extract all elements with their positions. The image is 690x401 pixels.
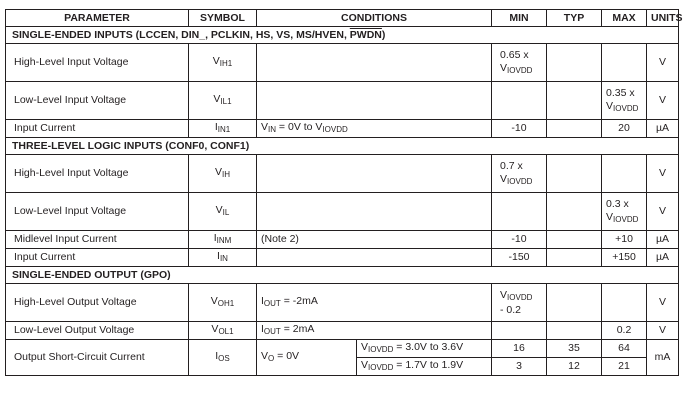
typ-cell	[547, 322, 602, 340]
typ-cell	[547, 249, 602, 267]
min-cell: $V_{IOVDD}$ - 0.2	[492, 284, 547, 322]
max-cell: 21	[602, 358, 647, 376]
typ-cell	[547, 155, 602, 193]
typ-cell: 35	[547, 340, 602, 358]
section-row	[6, 138, 679, 155]
max-cell: +150	[602, 249, 647, 267]
min-cell: 3	[492, 358, 547, 376]
conditions-cell: $V_{IN} = 0V$ to $V_{IOVDD}$	[257, 120, 492, 138]
conditions-cell: $I_{OUT} = 2mA$	[257, 322, 492, 340]
col-header-max: MAX	[602, 10, 647, 27]
section-title-single-ended-output: SINGLE-ENDED OUTPUT (GPO)	[6, 267, 679, 284]
conditions-cell: $V_O = 0V$	[257, 340, 357, 376]
subcondition-cell: $V_{IOVDD} = 1.7V$ to 1.9V	[357, 358, 492, 376]
conditions-cell	[257, 44, 492, 82]
symbol-cell: $V_{OL1}$	[189, 322, 257, 340]
unit-cell: V	[647, 322, 679, 340]
section-title-three-level-inputs: THREE-LEVEL LOGIC INPUTS (CONF0, CONF1)	[6, 138, 679, 155]
typ-cell	[547, 82, 602, 120]
unit-cell: µA	[647, 231, 679, 249]
max-cell: +10	[602, 231, 647, 249]
table-row	[6, 322, 679, 340]
table-row	[6, 340, 679, 358]
symbol-cell: $V_{IL1}$	[189, 82, 257, 120]
min-cell	[492, 82, 547, 120]
table-row	[6, 155, 679, 193]
min-cell: 0.65 x $V_{IOVDD}$	[492, 44, 547, 82]
param-cell: Low-Level Input Voltage	[6, 193, 189, 231]
col-header-units: UNITS	[647, 10, 679, 27]
param-cell: Low-Level Output Voltage	[6, 322, 189, 340]
section-row	[6, 27, 679, 44]
conditions-cell: $I_{OUT} = -2mA$	[257, 284, 492, 322]
param-cell: Midlevel Input Current	[6, 231, 189, 249]
table-row	[6, 120, 679, 138]
unit-cell: V	[647, 44, 679, 82]
header-row	[6, 10, 679, 27]
symbol-cell: $V_{IL}$	[189, 193, 257, 231]
symbol-cell: $I_{INM}$	[189, 231, 257, 249]
table-row	[6, 231, 679, 249]
table-row	[6, 249, 679, 267]
min-cell	[492, 193, 547, 231]
unit-cell: µA	[647, 249, 679, 267]
param-cell: High-Level Input Voltage	[6, 44, 189, 82]
conditions-cell	[257, 155, 492, 193]
max-cell	[602, 44, 647, 82]
typ-cell	[547, 193, 602, 231]
typ-cell: 12	[547, 358, 602, 376]
symbol-cell: $V_{IH}$	[189, 155, 257, 193]
max-cell: 0.3 x $V_{IOVDD}$	[602, 193, 647, 231]
unit-cell: V	[647, 82, 679, 120]
typ-cell	[547, 44, 602, 82]
table-row	[6, 193, 679, 231]
param-cell: Output Short-Circuit Current	[6, 340, 189, 376]
section-row	[6, 267, 679, 284]
unit-cell: mA	[647, 340, 679, 376]
subcondition-cell: $V_{IOVDD} = 3.0V$ to 3.6V	[357, 340, 492, 358]
param-cell: High-Level Input Voltage	[6, 155, 189, 193]
typ-cell	[547, 284, 602, 322]
col-header-min: MIN	[492, 10, 547, 27]
param-cell: Input Current	[6, 249, 189, 267]
max-cell: 64	[602, 340, 647, 358]
min-cell: -150	[492, 249, 547, 267]
typ-cell	[547, 231, 602, 249]
table-row	[6, 284, 679, 322]
param-cell: Input Current	[6, 120, 189, 138]
conditions-cell	[257, 249, 492, 267]
symbol-cell: $I_{OS}$	[189, 340, 257, 376]
pwdn-overline-label: PWDN	[349, 28, 382, 41]
conditions-cell	[257, 193, 492, 231]
min-cell: 16	[492, 340, 547, 358]
unit-cell: V	[647, 155, 679, 193]
min-cell: -10	[492, 231, 547, 249]
electrical-characteristics-table	[5, 9, 683, 376]
section-title-single-ended-inputs: SINGLE-ENDED INPUTS (LCCEN, DIN_, PCLKIN, HS, VS, MS/HVEN, PWDN)	[6, 27, 679, 44]
table-row	[6, 82, 679, 120]
unit-cell: µA	[647, 120, 679, 138]
max-cell: 20	[602, 120, 647, 138]
col-header-symbol: SYMBOL	[189, 10, 257, 27]
typ-cell	[547, 120, 602, 138]
max-cell	[602, 284, 647, 322]
col-header-parameter: PARAMETER	[6, 10, 189, 27]
max-cell	[602, 155, 647, 193]
min-cell: -10	[492, 120, 547, 138]
max-cell: 0.35 x $V_{IOVDD}$	[602, 82, 647, 120]
unit-cell: V	[647, 193, 679, 231]
param-cell: Low-Level Input Voltage	[6, 82, 189, 120]
col-header-conditions: CONDITIONS	[257, 10, 492, 27]
table-row	[6, 44, 679, 82]
param-cell: High-Level Output Voltage	[6, 284, 189, 322]
min-cell: 0.7 x $V_{IOVDD}$	[492, 155, 547, 193]
symbol-cell: $V_{OH1}$	[189, 284, 257, 322]
max-cell: 0.2	[602, 322, 647, 340]
symbol-cell: $V_{IH1}$	[189, 44, 257, 82]
unit-cell: V	[647, 284, 679, 322]
col-header-typ: TYP	[547, 10, 602, 27]
conditions-cell	[257, 82, 492, 120]
min-cell	[492, 322, 547, 340]
symbol-cell: $I_{IN}$	[189, 249, 257, 267]
conditions-cell: (Note 2)	[257, 231, 492, 249]
symbol-cell: $I_{IN1}$	[189, 120, 257, 138]
